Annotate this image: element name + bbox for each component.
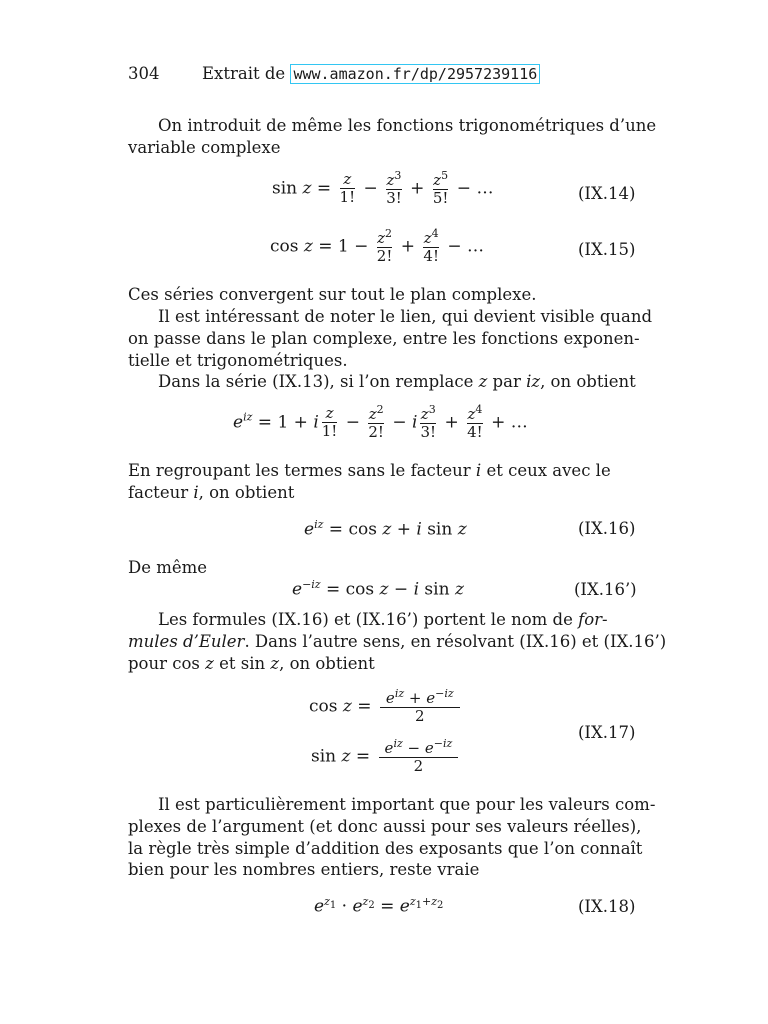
text-run: par <box>487 372 527 391</box>
paragraph-line: Ces séries convergent sur tout le plan complexe. <box>128 285 537 304</box>
equation-cos-exp: cos z = $\frac{e^{iz} + e^{-iz}}{2}$ <box>309 688 463 726</box>
text-run: , on obtient <box>198 483 295 502</box>
paragraph-line: On introduit de même les fonctions trigonométriques d’une <box>158 116 657 135</box>
equation-number: (IX.16) <box>578 519 636 538</box>
text-run: Les formules (IX.16) et (IX.16’) portent le nom de <box>158 610 579 629</box>
equation-number: (IX.16’) <box>574 580 637 599</box>
equation-number: (IX.17) <box>578 723 636 742</box>
text-run: pour cos <box>128 654 206 673</box>
equation-cos-series: cos z = 1 − $\frac{z^2}{2!}$ + $\frac{z^4}{4!}$ − … <box>270 227 485 266</box>
paragraph-line: plexes de l’argument (et donc aussi pour ses valeurs réelles), <box>128 817 642 836</box>
paragraph-line: variable complexe <box>128 138 281 157</box>
equation-euler-conjugate: $e^{-iz} = \cos z - i$ sin z <box>292 578 464 600</box>
paragraph-line: De même <box>128 558 208 577</box>
extract-label: Extrait de <box>202 64 286 83</box>
text-run: facteur <box>128 483 194 502</box>
text-run: for- <box>578 610 608 629</box>
paragraph-line <box>158 610 608 629</box>
equation-sin-series: sin z = $\frac{z}{1!}$ − $\frac{z^3}{3!}$ + $\frac{z^5}{5!}$ − … <box>272 169 494 208</box>
equation-number: (IX.15) <box>578 240 636 259</box>
running-header <box>202 64 540 83</box>
paragraph-line: Il est intéressant de noter le lien, qui devient visible quand <box>158 307 653 326</box>
paragraph-line: Il est particulièrement important que pour les valeurs com- <box>158 795 656 814</box>
page-number: 304 <box>128 64 160 83</box>
text-run: Dans la série (IX.13), si l’on remplace <box>158 372 479 391</box>
equation-sin-exp: sin z = $\frac{e^{iz} - e^{-iz}}{2}$ <box>311 738 461 776</box>
paragraph-line: la règle très simple d’addition des exposants que l’on connaît <box>128 839 643 858</box>
text-run: mules d’Euler <box>128 632 245 651</box>
paragraph-line: facteur i, on obtient <box>128 483 295 502</box>
paragraph-line: pour cos z et sin z, on obtient <box>128 654 375 673</box>
equation-exp-series: $e^{iz} = 1 + i$ $\frac{z}{1!}$ − $\frac{z^2}{2!}$ − i $\frac{z^3}{3!}$ + $\frac{z^4}{4!}$ + … <box>233 403 528 442</box>
paragraph-line: bien pour les nombres entiers, reste vraie <box>128 860 480 879</box>
paragraph-line <box>128 632 666 651</box>
text-run: . Dans l’autre sens, en résolvant (IX.16) et (IX.16’) <box>244 632 667 651</box>
text-run: , on obtient <box>540 372 636 391</box>
equation-number: (IX.18) <box>578 897 636 916</box>
paragraph-line: on passe dans le plan complexe, entre les fonctions exponen- <box>128 329 640 348</box>
text-run: En regroupant les termes sans le facteur <box>128 461 476 480</box>
paragraph-line: En regroupant les termes sans le facteur i et ceux avec le <box>128 461 611 480</box>
text-run: et ceux avec le <box>481 461 611 480</box>
equation-exponent-rule: $e^{z_1} \cdot e^{z_2} = e^{z_1+z_2}$ <box>314 895 444 917</box>
text-run: et sin <box>213 654 271 673</box>
equation-euler: $e^{iz} = \cos z + i$ sin z <box>304 518 467 540</box>
equation-number: (IX.14) <box>578 184 636 203</box>
paragraph-line: Dans la série (IX.13), si l’on remplace z par iz, on obtient <box>158 372 636 391</box>
text-run: , on obtient <box>279 654 375 673</box>
paragraph-line: tielle et trigonométriques. <box>128 351 348 370</box>
amazon-link[interactable]: www.amazon.fr/dp/2957239116 <box>290 64 540 84</box>
